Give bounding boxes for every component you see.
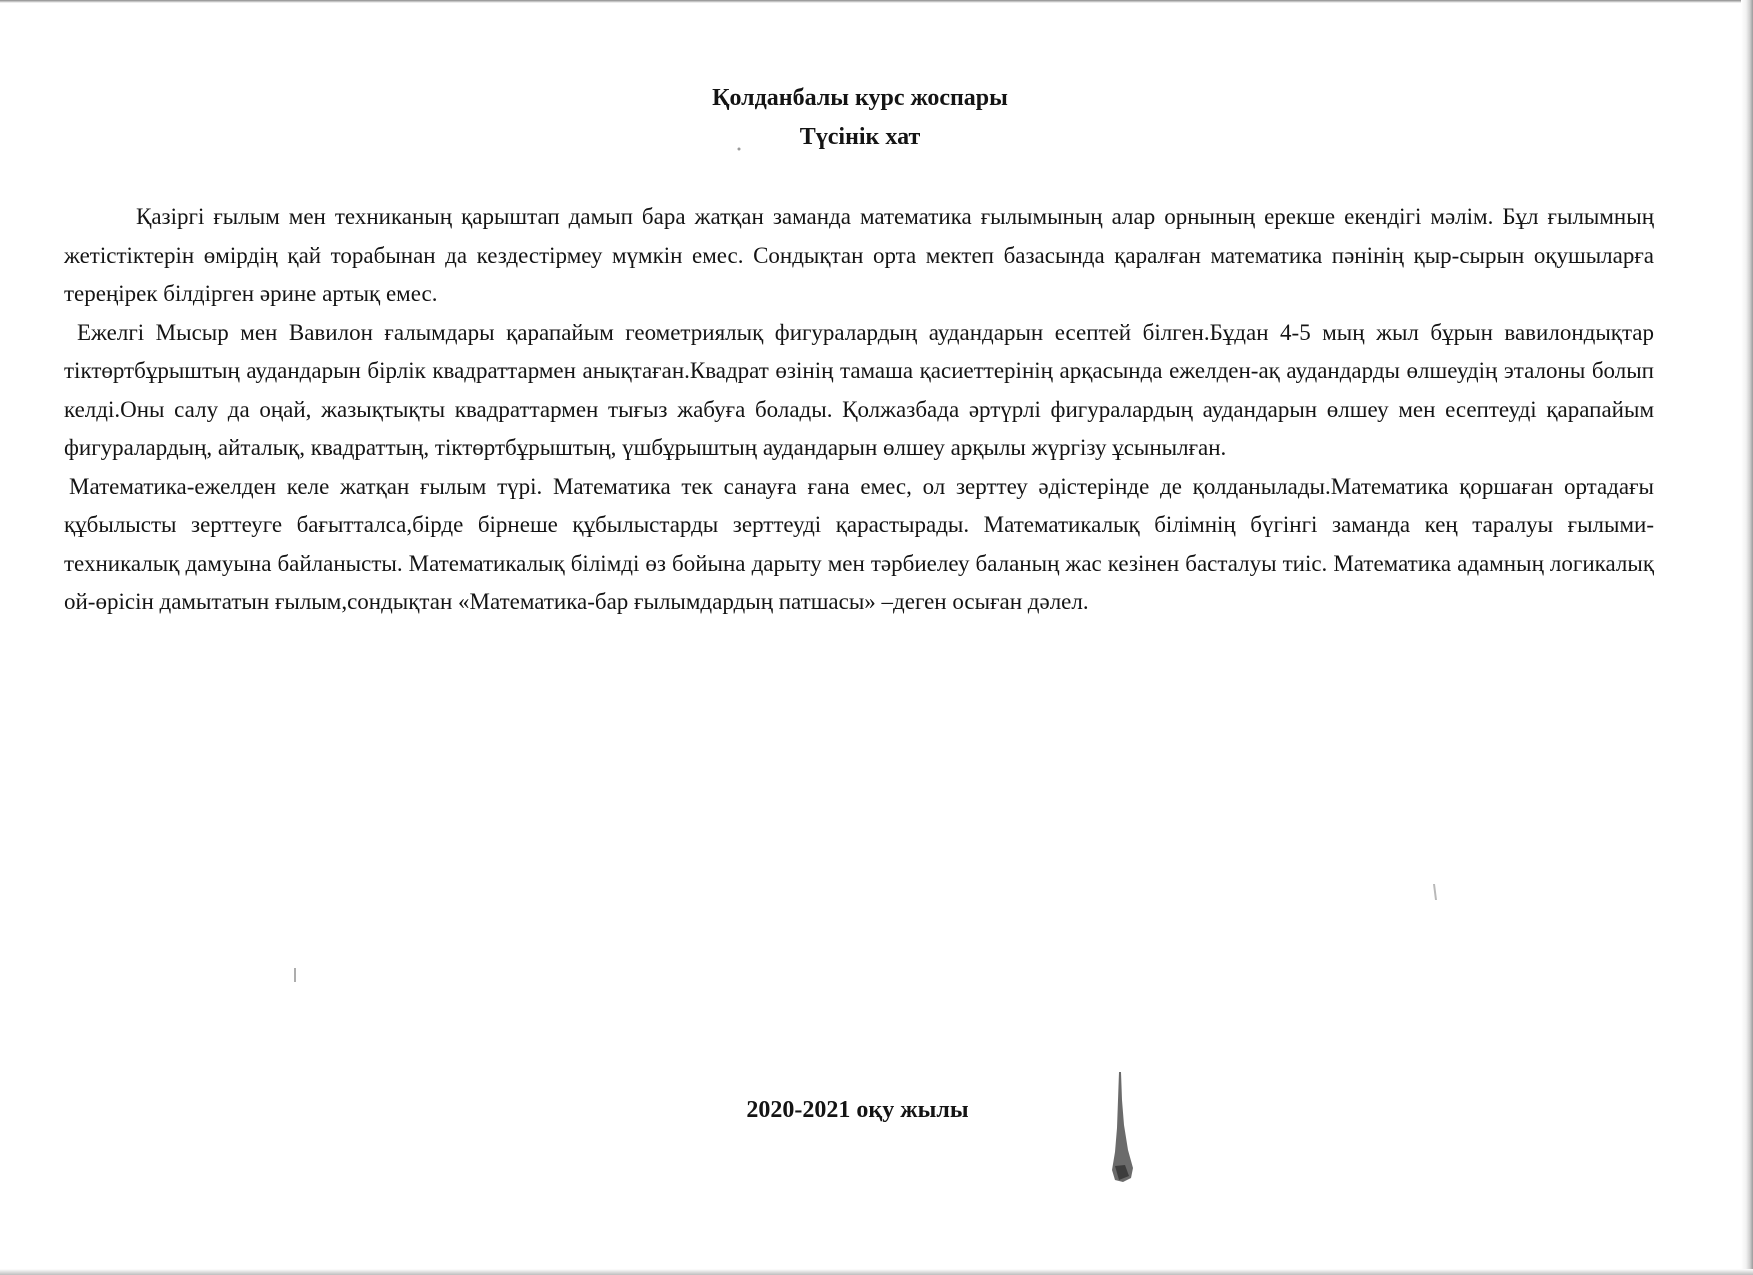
academic-year: 2020-2021 оқу жылы — [746, 1097, 969, 1123]
scan-edge-bottom — [0, 1269, 1753, 1275]
scan-smudge-mark — [1095, 1070, 1145, 1185]
scan-edge-top — [0, 0, 1753, 3]
scan-edge-right — [1741, 0, 1753, 1275]
scan-dot-top — [736, 146, 742, 152]
document-body — [64, 198, 1654, 622]
paragraph-1: Қазіргі ғылым мен техниканың қарыштап дамып бара жатқан заманда математика ғылымының алар орнының ерекше екендігі мәлім. Бұл ғылымның жетістіктерін өмірдің қай торабынан да кездестірмеу мүмкін емес. Сондықтан орта мектеп базасында қаралған математика пәнінің қыр-сырын оқушыларға тереңірек білдірген әрине артық емес. — [64, 204, 1654, 306]
scan-dot-left — [292, 968, 298, 982]
document-subtitle: Түсінік хат — [799, 124, 921, 150]
paragraph-2: Ежелгі Мысыр мен Вавилон ғалымдары қарапайым геометриялық фигуралардың аудандарын есептей білген.Бұдан 4-5 мың жыл бұрын вавилондықтар тіктөртбұрыштың аудандарын бірлік квадраттармен анықтаған.Квадрат өзінің тамаша қасиеттерінің арқасында ежелден-ақ аудандарды өлшеудің эталоны болып келді.Оны салу да оңай, жазықтықты квадраттармен тығыз жабуға болады. Қолжазбада әртүрлі фигуралардың аудандарын өлшеу мен есептеуді қарапайым фигуралардың, айталық, квадраттың, тіктөртбұрыштың, үшбұрыштың аудандарын өлшеу арқылы жүргізу ұсынылған. — [64, 319, 1654, 460]
paragraph-3: Математика-ежелден келе жатқан ғылым түрі. Математика тек санауға ғана емес, ол зерттеу әдістерінде де қолданылады.Математика қоршаған ортадағы құбылысты зерттеуге бағытталса,бірде бірнеше құбылыстарды зерттеуді қарастырады. Математикалық білімнің бүгінгі заманда кең таралуы ғылыми-техникалық дамуына байланысты. Математикалық білімді өз бойына дарыту мен тәрбиелеу баланың жас кезінен басталуы тиіс. Математика адамның логикалық ой-өрісін дамытатын ғылым,сондықтан «Математика-бар ғылымдардың патшасы» –деген осыған дәлел. — [64, 473, 1654, 614]
scan-dot-right — [1432, 884, 1438, 900]
document-title: Қолданбалы курс жоспары — [712, 85, 1008, 111]
